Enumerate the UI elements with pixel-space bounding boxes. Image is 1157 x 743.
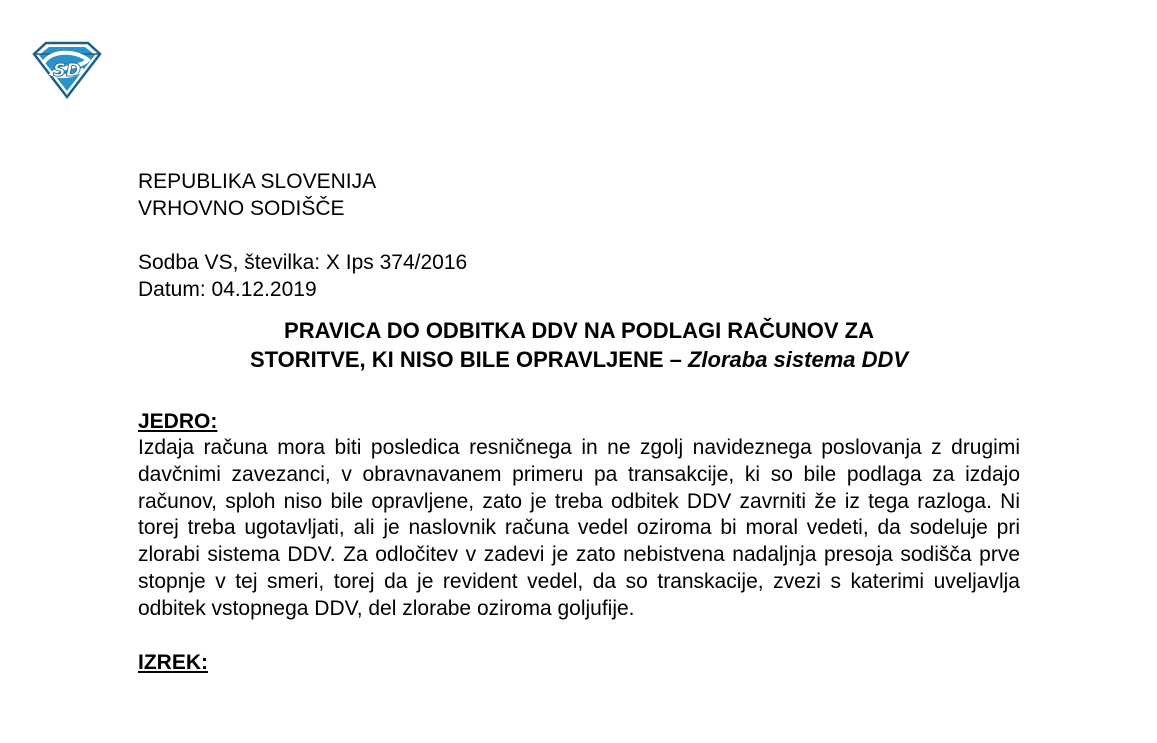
- judgment-date: Datum: 04.12.2019: [138, 278, 317, 301]
- jedro-paragraph: Izdaja računa mora biti posledica resničnega in ne zgolj navideznega poslovanja z drugimi davčnimi zavezanci, v obravnavanem primeru pa transakcije, ki so bile podlaga za izdajo računov, sploh niso bile opravljene, zato je treba odbitek DDV zavrniti že iz tega razloga. Ni torej treba ugotavljati, ali je naslovnik računa vedel oziroma bi moral vedeti, da sodeluje pri zlorabi sistema DDV. Za odločitev v zadevi je zato nebistvena nadaljnja presoja sodišča prve stopnje v tej smeri, torej da je revident vedel, da so transkacije, zvezi s katerimi uveljavlja odbitek vstopnega DDV, del zlorabe oziroma goljufije.: [138, 436, 1020, 620]
- country-name: REPUBLIKA SLOVENIJA: [138, 170, 377, 193]
- title-line-1: PRAVICA DO ODBITKA DDV NA PODLAGI RAČUNOV ZA: [284, 318, 874, 343]
- section-heading-izrek: IZREK:: [138, 650, 208, 674]
- title-subtitle: Zloraba sistema DDV: [687, 347, 909, 372]
- case-number: Sodba VS, številka: X Ips 374/2016: [138, 251, 468, 274]
- shield-logo-icon: [30, 40, 104, 100]
- logo: [30, 40, 104, 100]
- document-body: [138, 168, 1020, 676]
- logo-lettering: SD: [53, 60, 81, 81]
- title-line-2: STORITVE, KI NISO BILE OPRAVLJENE –: [249, 347, 688, 372]
- court-name: VRHOVNO SODIŠČE: [138, 197, 345, 220]
- section-heading-jedro: JEDRO:: [138, 410, 218, 433]
- document-title: [138, 316, 1020, 374]
